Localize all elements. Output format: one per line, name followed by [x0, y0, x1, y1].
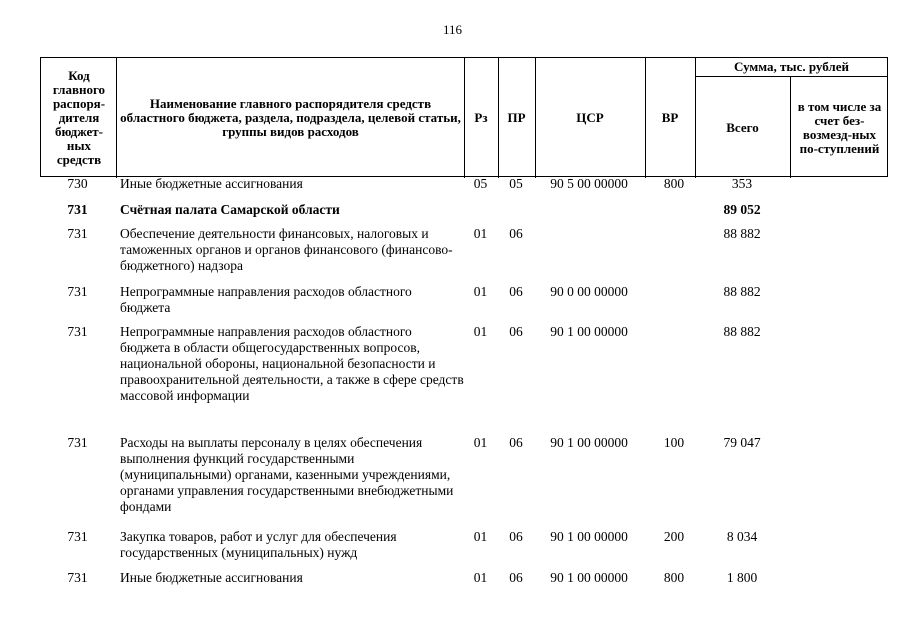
header-total: Всего: [726, 119, 759, 135]
row-rz: 01: [473, 529, 488, 544]
row-pr: 06: [509, 570, 523, 585]
row-total: 79 047: [723, 435, 761, 450]
row-csr: 90 1 00 00000: [550, 435, 628, 450]
row-code: 731: [67, 529, 88, 544]
row-vr: 800: [663, 176, 685, 191]
row-pr: 06: [509, 529, 523, 544]
row-code: 731: [67, 324, 88, 339]
header-incl: в том числе за счет без-возмезд-ных по-ступлений: [797, 98, 882, 156]
table-header: [40, 57, 888, 177]
row-name: Иные бюджетные ассигнования: [120, 570, 303, 585]
row-rz: 01: [473, 435, 488, 450]
row-csr: 90 1 00 00000: [550, 324, 628, 339]
row-pr: 06: [509, 284, 523, 299]
row-rz: 01: [473, 570, 488, 585]
row-code: 731: [67, 284, 88, 299]
row-pr: 06: [509, 435, 523, 450]
row-pr: 05: [509, 176, 523, 191]
row-total: 353: [731, 176, 753, 191]
row-total: 89 052: [723, 202, 761, 217]
row-vr: 100: [663, 435, 685, 450]
row-pr: 06: [509, 324, 523, 339]
row-name: Иные бюджетные ассигнования: [120, 176, 303, 191]
row-name: Непрограммные направления расходов областного бюджета в области общегосударственных вопросов, национальной обороны, национальной безопасности и правоохранительной деятельности, а также в сфере средств массовой информации: [120, 324, 464, 403]
header-rz: Рз: [474, 110, 488, 125]
row-csr: 90 1 00 00000: [550, 570, 628, 585]
row-csr: 90 5 00 00000: [550, 176, 628, 191]
row-pr: 06: [509, 226, 523, 241]
header-code: Код главного распоря-дителя бюджет-ных средств: [52, 68, 106, 167]
row-name: Расходы на выплаты персоналу в целях обеспечения выполнения функций государственными (муниципальными) органами, казенными учреждениями, органами управления государственными внебюджетными фондами: [120, 435, 454, 514]
row-code: 730: [67, 176, 88, 191]
row-rz: 01: [473, 324, 488, 339]
row-total: 1 800: [726, 570, 758, 585]
page-number: 116: [442, 22, 463, 37]
row-rz: 01: [473, 284, 488, 299]
row-code: 731: [67, 570, 88, 585]
row-code: 731: [67, 202, 88, 217]
row-name: Счётная палата Самарской области: [120, 202, 340, 217]
row-name: Закупка товаров, работ и услуг для обеспечения государственных (муниципальных) нужд: [120, 529, 397, 560]
header-pr: ПР: [507, 110, 526, 125]
row-csr: 90 1 00 00000: [550, 529, 628, 544]
row-name: Непрограммные направления расходов областного бюджета: [120, 284, 412, 315]
row-code: 731: [67, 435, 88, 450]
header-vr: ВР: [661, 110, 679, 125]
row-total: 8 034: [726, 529, 758, 544]
header-sum-group: Сумма, тыс. рублей: [734, 59, 849, 74]
row-code: 731: [67, 226, 88, 241]
header-csr: ЦСР: [576, 110, 604, 125]
row-vr: 800: [663, 570, 685, 585]
row-rz: 05: [473, 176, 488, 191]
row-csr: 90 0 00 00000: [550, 284, 628, 299]
row-rz: 01: [473, 226, 488, 241]
row-total: 88 882: [723, 284, 761, 299]
row-total: 88 882: [723, 226, 761, 241]
row-vr: 200: [663, 529, 685, 544]
row-name: Обеспечение деятельности финансовых, налоговых и таможенных органов и органов финансового (финансово-бюджетного) надзора: [120, 226, 453, 273]
header-name: Наименование главного распорядителя средств областного бюджета, раздела, подраздела, целевой статьи, группы видов расходов: [120, 96, 461, 139]
row-total: 88 882: [723, 324, 761, 339]
